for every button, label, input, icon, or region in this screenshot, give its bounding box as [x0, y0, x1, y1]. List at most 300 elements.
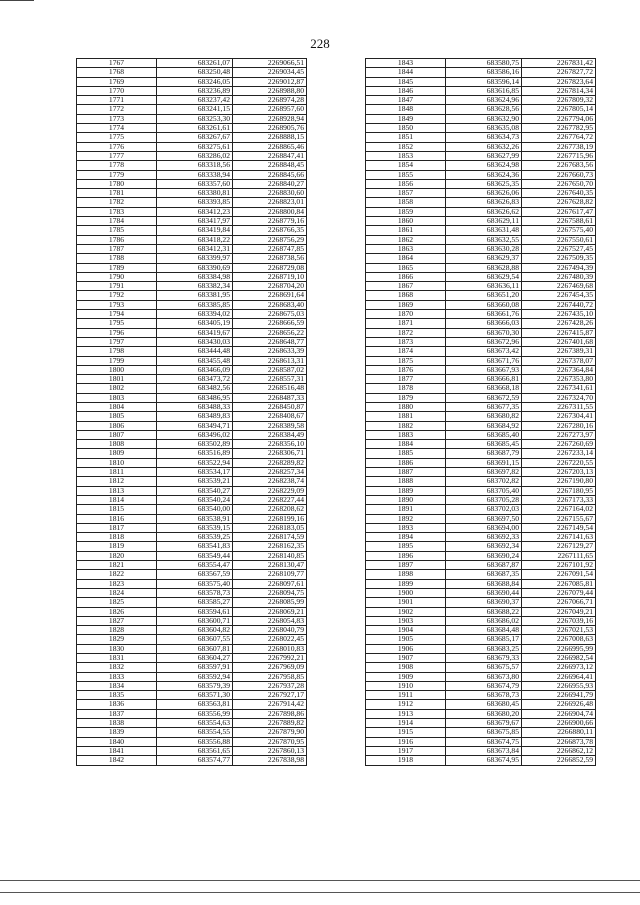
point-number-cell: 1858 — [366, 198, 446, 207]
point-number-cell: 1865 — [366, 263, 446, 272]
point-number-cell: 1794 — [77, 310, 157, 319]
point-number-cell: 1782 — [77, 198, 157, 207]
y-coordinate-cell: 2266926,48 — [522, 700, 596, 709]
table-row — [77, 607, 307, 616]
x-coordinate-cell: 683236,89 — [157, 86, 233, 95]
y-coordinate-cell: 2266973,12 — [522, 663, 596, 672]
table-row — [366, 142, 596, 151]
table-row — [366, 477, 596, 486]
table-row — [77, 300, 307, 309]
footer-rule — [0, 880, 640, 881]
x-coordinate-cell: 683412,23 — [157, 207, 233, 216]
table-row — [366, 449, 596, 458]
x-coordinate-cell: 683675,85 — [446, 728, 522, 737]
point-number-cell: 1875 — [366, 356, 446, 365]
point-number-cell: 1850 — [366, 124, 446, 133]
y-coordinate-cell: 2266982,54 — [522, 654, 596, 663]
x-coordinate-cell: 683705,40 — [446, 486, 522, 495]
point-number-cell: 1834 — [77, 681, 157, 690]
point-number-cell: 1896 — [366, 551, 446, 560]
x-coordinate-cell: 683666,03 — [446, 319, 522, 328]
point-number-cell: 1831 — [77, 654, 157, 663]
point-number-cell: 1880 — [366, 402, 446, 411]
table-row — [77, 365, 307, 374]
y-coordinate-cell: 2267527,45 — [522, 244, 596, 253]
table-row — [77, 142, 307, 151]
x-coordinate-cell: 683579,39 — [157, 681, 233, 690]
x-coordinate-cell: 683482,56 — [157, 384, 233, 393]
y-coordinate-cell: 2267823,64 — [522, 77, 596, 86]
x-coordinate-cell: 683690,24 — [446, 551, 522, 560]
table-row — [77, 282, 307, 291]
x-coordinate-cell: 683522,94 — [157, 458, 233, 467]
y-coordinate-cell: 2268888,15 — [233, 133, 307, 142]
y-coordinate-cell: 2267008,63 — [522, 635, 596, 644]
table-row — [77, 217, 307, 226]
point-number-cell: 1902 — [366, 607, 446, 616]
x-coordinate-cell: 683674,95 — [446, 756, 522, 765]
table-row — [366, 254, 596, 263]
x-coordinate-cell: 683585,27 — [157, 598, 233, 607]
table-row — [77, 663, 307, 672]
y-coordinate-cell: 2267021,53 — [522, 626, 596, 635]
x-coordinate-cell: 683697,82 — [446, 468, 522, 477]
y-coordinate-cell: 2267260,69 — [522, 440, 596, 449]
y-coordinate-cell: 2267628,82 — [522, 198, 596, 207]
point-number-cell: 1903 — [366, 616, 446, 625]
y-coordinate-cell: 2267870,95 — [233, 737, 307, 746]
table-row — [77, 114, 307, 123]
y-coordinate-cell: 2268738,56 — [233, 254, 307, 263]
x-coordinate-cell: 683679,33 — [446, 654, 522, 663]
point-number-cell: 1805 — [77, 412, 157, 421]
table-row — [366, 588, 596, 597]
point-number-cell: 1872 — [366, 328, 446, 337]
y-coordinate-cell: 2268208,62 — [233, 505, 307, 514]
table-row — [366, 86, 596, 95]
y-coordinate-cell: 2267066,71 — [522, 598, 596, 607]
x-coordinate-cell: 683687,79 — [446, 449, 522, 458]
table-row — [366, 291, 596, 300]
x-coordinate-cell: 683692,33 — [446, 533, 522, 542]
y-coordinate-cell: 2267440,72 — [522, 300, 596, 309]
x-coordinate-cell: 683673,84 — [446, 746, 522, 755]
y-coordinate-cell: 2267039,16 — [522, 616, 596, 625]
table-row — [77, 412, 307, 421]
table-row — [366, 486, 596, 495]
point-number-cell: 1808 — [77, 440, 157, 449]
y-coordinate-cell: 2268408,67 — [233, 412, 307, 421]
table-row — [77, 440, 307, 449]
y-coordinate-cell: 2268130,47 — [233, 561, 307, 570]
x-coordinate-cell: 683680,45 — [446, 700, 522, 709]
y-coordinate-cell: 2267341,61 — [522, 384, 596, 393]
table-row — [366, 244, 596, 253]
y-coordinate-cell: 2267738,19 — [522, 142, 596, 151]
table-row — [366, 700, 596, 709]
point-number-cell: 1795 — [77, 319, 157, 328]
point-number-cell: 1798 — [77, 347, 157, 356]
point-number-cell: 1820 — [77, 551, 157, 560]
point-number-cell: 1859 — [366, 207, 446, 216]
x-coordinate-cell: 683261,07 — [157, 59, 233, 68]
x-coordinate-cell: 683697,50 — [446, 514, 522, 523]
table-row — [366, 393, 596, 402]
table-row — [366, 691, 596, 700]
x-coordinate-cell: 683661,76 — [446, 310, 522, 319]
table-row — [366, 179, 596, 188]
point-number-cell: 1810 — [77, 458, 157, 467]
table-row — [77, 272, 307, 281]
x-coordinate-cell: 683596,14 — [446, 77, 522, 86]
y-coordinate-cell: 2267914,42 — [233, 700, 307, 709]
x-coordinate-cell: 683683,25 — [446, 644, 522, 653]
point-number-cell: 1907 — [366, 654, 446, 663]
table-row — [77, 430, 307, 439]
x-coordinate-cell: 683672,96 — [446, 337, 522, 346]
x-coordinate-cell: 683556,88 — [157, 737, 233, 746]
table-row — [77, 59, 307, 68]
x-coordinate-cell: 683561,65 — [157, 746, 233, 755]
table-row — [77, 189, 307, 198]
x-coordinate-cell: 683393,85 — [157, 198, 233, 207]
point-number-cell: 1829 — [77, 635, 157, 644]
table-row — [77, 263, 307, 272]
y-coordinate-cell: 2269012,87 — [233, 77, 307, 86]
point-number-cell: 1828 — [77, 626, 157, 635]
table-row — [366, 59, 596, 68]
corner-rule — [0, 0, 34, 1]
point-number-cell: 1885 — [366, 449, 446, 458]
table-row — [77, 533, 307, 542]
x-coordinate-cell: 683575,40 — [157, 579, 233, 588]
y-coordinate-cell: 2268010,83 — [233, 644, 307, 653]
point-number-cell: 1894 — [366, 533, 446, 542]
table-row — [366, 124, 596, 133]
point-number-cell: 1841 — [77, 746, 157, 755]
y-coordinate-cell: 2268928,94 — [233, 114, 307, 123]
x-coordinate-cell: 683691,15 — [446, 458, 522, 467]
point-number-cell: 1767 — [77, 59, 157, 68]
point-number-cell: 1817 — [77, 523, 157, 532]
table-row — [366, 151, 596, 160]
table-row — [77, 105, 307, 114]
x-coordinate-cell: 683412,31 — [157, 244, 233, 253]
table-row — [77, 319, 307, 328]
point-number-cell: 1908 — [366, 663, 446, 672]
y-coordinate-cell: 2267683,56 — [522, 161, 596, 170]
point-number-cell: 1811 — [77, 468, 157, 477]
point-number-cell: 1860 — [366, 217, 446, 226]
point-number-cell: 1803 — [77, 393, 157, 402]
table-row — [366, 644, 596, 653]
y-coordinate-cell: 2268516,48 — [233, 384, 307, 393]
y-coordinate-cell: 2267969,09 — [233, 663, 307, 672]
table-row — [77, 691, 307, 700]
x-coordinate-cell: 683418,22 — [157, 235, 233, 244]
point-number-cell: 1791 — [77, 282, 157, 291]
point-number-cell: 1840 — [77, 737, 157, 746]
x-coordinate-cell: 683549,44 — [157, 551, 233, 560]
y-coordinate-cell: 2267480,39 — [522, 272, 596, 281]
x-coordinate-cell: 683578,73 — [157, 588, 233, 597]
x-coordinate-cell: 683632,26 — [446, 142, 522, 151]
y-coordinate-cell: 2268848,45 — [233, 161, 307, 170]
point-number-cell: 1892 — [366, 514, 446, 523]
table-row — [77, 124, 307, 133]
table-row — [77, 616, 307, 625]
x-coordinate-cell: 683554,63 — [157, 719, 233, 728]
point-number-cell: 1776 — [77, 142, 157, 151]
y-coordinate-cell: 2267860,13 — [233, 746, 307, 755]
x-coordinate-cell: 683668,18 — [446, 384, 522, 393]
table-row — [366, 542, 596, 551]
y-coordinate-cell: 2267173,33 — [522, 495, 596, 504]
x-coordinate-cell: 683338,94 — [157, 170, 233, 179]
x-coordinate-cell: 683705,28 — [446, 495, 522, 504]
table-row — [366, 551, 596, 560]
x-coordinate-cell: 683534,17 — [157, 468, 233, 477]
y-coordinate-cell: 2268174,59 — [233, 533, 307, 542]
table-row — [77, 226, 307, 235]
table-row — [366, 570, 596, 579]
y-coordinate-cell: 2268988,80 — [233, 86, 307, 95]
x-coordinate-cell: 683571,30 — [157, 691, 233, 700]
y-coordinate-cell: 2268229,09 — [233, 486, 307, 495]
y-coordinate-cell: 2268356,10 — [233, 440, 307, 449]
table-row — [366, 217, 596, 226]
point-number-cell: 1824 — [77, 588, 157, 597]
point-number-cell: 1799 — [77, 356, 157, 365]
x-coordinate-cell: 683630,28 — [446, 244, 522, 253]
point-number-cell: 1871 — [366, 319, 446, 328]
point-number-cell: 1849 — [366, 114, 446, 123]
point-number-cell: 1771 — [77, 96, 157, 105]
table-row — [366, 402, 596, 411]
x-coordinate-cell: 683586,16 — [446, 68, 522, 77]
y-coordinate-cell: 2267129,27 — [522, 542, 596, 551]
x-coordinate-cell: 683679,67 — [446, 719, 522, 728]
point-number-cell: 1816 — [77, 514, 157, 523]
table-row — [77, 421, 307, 430]
y-coordinate-cell: 2266852,59 — [522, 756, 596, 765]
point-number-cell: 1790 — [77, 272, 157, 281]
y-coordinate-cell: 2267180,95 — [522, 486, 596, 495]
x-coordinate-cell: 683597,91 — [157, 663, 233, 672]
table-row — [366, 663, 596, 672]
x-coordinate-cell: 683625,35 — [446, 179, 522, 188]
point-number-cell: 1827 — [77, 616, 157, 625]
footer-rule-thin — [0, 892, 640, 893]
table-row — [366, 746, 596, 755]
point-number-cell: 1801 — [77, 375, 157, 384]
y-coordinate-cell: 2267575,40 — [522, 226, 596, 235]
x-coordinate-cell: 683651,20 — [446, 291, 522, 300]
table-row — [77, 375, 307, 384]
table-row — [366, 579, 596, 588]
point-number-cell: 1855 — [366, 170, 446, 179]
point-number-cell: 1912 — [366, 700, 446, 709]
point-number-cell: 1778 — [77, 161, 157, 170]
table-row — [77, 244, 307, 253]
y-coordinate-cell: 2268094,75 — [233, 588, 307, 597]
x-coordinate-cell: 683556,99 — [157, 709, 233, 718]
x-coordinate-cell: 683419,67 — [157, 328, 233, 337]
x-coordinate-cell: 683629,11 — [446, 217, 522, 226]
table-row — [77, 458, 307, 467]
x-coordinate-cell: 683666,81 — [446, 375, 522, 384]
x-coordinate-cell: 683624,36 — [446, 170, 522, 179]
point-number-cell: 1822 — [77, 570, 157, 579]
x-coordinate-cell: 683444,48 — [157, 347, 233, 356]
point-number-cell: 1911 — [366, 691, 446, 700]
y-coordinate-cell: 2267220,55 — [522, 458, 596, 467]
y-coordinate-cell: 2268756,29 — [233, 235, 307, 244]
y-coordinate-cell: 2267435,10 — [522, 310, 596, 319]
table-row — [366, 440, 596, 449]
x-coordinate-cell: 683574,77 — [157, 756, 233, 765]
y-coordinate-cell: 2269066,51 — [233, 59, 307, 68]
y-coordinate-cell: 2267049,21 — [522, 607, 596, 616]
y-coordinate-cell: 2268183,05 — [233, 523, 307, 532]
point-number-cell: 1887 — [366, 468, 446, 477]
y-coordinate-cell: 2267428,26 — [522, 319, 596, 328]
point-number-cell: 1802 — [77, 384, 157, 393]
point-number-cell: 1883 — [366, 430, 446, 439]
point-number-cell: 1846 — [366, 86, 446, 95]
table-row — [77, 561, 307, 570]
y-coordinate-cell: 2267389,31 — [522, 347, 596, 356]
table-row — [366, 105, 596, 114]
x-coordinate-cell: 683567,59 — [157, 570, 233, 579]
x-coordinate-cell: 683685,45 — [446, 440, 522, 449]
table-row — [366, 384, 596, 393]
x-coordinate-cell: 683692,34 — [446, 542, 522, 551]
y-coordinate-cell: 2267091,54 — [522, 570, 596, 579]
table-row — [77, 719, 307, 728]
x-coordinate-cell: 683357,60 — [157, 179, 233, 188]
x-coordinate-cell: 683419,84 — [157, 226, 233, 235]
point-number-cell: 1813 — [77, 486, 157, 495]
x-coordinate-cell: 683494,71 — [157, 421, 233, 430]
y-coordinate-cell: 2267149,54 — [522, 523, 596, 532]
x-coordinate-cell: 683394,02 — [157, 310, 233, 319]
y-coordinate-cell: 2267469,68 — [522, 282, 596, 291]
x-coordinate-cell: 683250,48 — [157, 68, 233, 77]
point-number-cell: 1888 — [366, 477, 446, 486]
point-number-cell: 1889 — [366, 486, 446, 495]
y-coordinate-cell: 2268227,44 — [233, 495, 307, 504]
point-number-cell: 1854 — [366, 161, 446, 170]
point-number-cell: 1789 — [77, 263, 157, 272]
y-coordinate-cell: 2268306,71 — [233, 449, 307, 458]
table-row — [77, 384, 307, 393]
x-coordinate-cell: 683684,48 — [446, 626, 522, 635]
x-coordinate-cell: 683399,97 — [157, 254, 233, 263]
x-coordinate-cell: 683626,83 — [446, 198, 522, 207]
x-coordinate-cell: 683540,27 — [157, 486, 233, 495]
y-coordinate-cell: 2267814,34 — [522, 86, 596, 95]
point-number-cell: 1825 — [77, 598, 157, 607]
table-row — [77, 551, 307, 560]
point-number-cell: 1868 — [366, 291, 446, 300]
x-coordinate-cell: 683680,20 — [446, 709, 522, 718]
table-row — [366, 709, 596, 718]
point-number-cell: 1881 — [366, 412, 446, 421]
table-row — [77, 198, 307, 207]
y-coordinate-cell: 2267085,81 — [522, 579, 596, 588]
x-coordinate-cell: 683688,22 — [446, 607, 522, 616]
table-row — [366, 719, 596, 728]
table-row — [366, 756, 596, 765]
y-coordinate-cell: 2268675,03 — [233, 310, 307, 319]
point-number-cell: 1826 — [77, 607, 157, 616]
table-row — [366, 635, 596, 644]
point-number-cell: 1918 — [366, 756, 446, 765]
point-number-cell: 1913 — [366, 709, 446, 718]
y-coordinate-cell: 2267111,65 — [522, 551, 596, 560]
table-row — [77, 635, 307, 644]
x-coordinate-cell: 683380,81 — [157, 189, 233, 198]
table-row — [77, 337, 307, 346]
x-coordinate-cell: 683680,82 — [446, 412, 522, 421]
table-row — [366, 263, 596, 272]
table-row — [77, 579, 307, 588]
table-row — [77, 681, 307, 690]
y-coordinate-cell: 2268648,77 — [233, 337, 307, 346]
x-coordinate-cell: 683702,03 — [446, 505, 522, 514]
x-coordinate-cell: 683624,96 — [446, 96, 522, 105]
x-coordinate-cell: 683694,00 — [446, 523, 522, 532]
point-number-cell: 1845 — [366, 77, 446, 86]
y-coordinate-cell: 2268957,60 — [233, 105, 307, 114]
y-coordinate-cell: 2267640,35 — [522, 189, 596, 198]
x-coordinate-cell: 683632,55 — [446, 235, 522, 244]
x-coordinate-cell: 683627,99 — [446, 151, 522, 160]
table-row — [77, 393, 307, 402]
point-number-cell: 1870 — [366, 310, 446, 319]
table-row — [366, 412, 596, 421]
point-number-cell: 1788 — [77, 254, 157, 263]
point-number-cell: 1839 — [77, 728, 157, 737]
x-coordinate-cell: 683286,02 — [157, 151, 233, 160]
point-number-cell: 1873 — [366, 337, 446, 346]
x-coordinate-cell: 683671,76 — [446, 356, 522, 365]
x-coordinate-cell: 683237,42 — [157, 96, 233, 105]
point-number-cell: 1784 — [77, 217, 157, 226]
table-row — [366, 226, 596, 235]
point-number-cell: 1833 — [77, 672, 157, 681]
y-coordinate-cell: 2267401,68 — [522, 337, 596, 346]
point-number-cell: 1866 — [366, 272, 446, 281]
table-row — [77, 570, 307, 579]
x-coordinate-cell: 683539,21 — [157, 477, 233, 486]
y-coordinate-cell: 2267203,13 — [522, 468, 596, 477]
y-coordinate-cell: 2267838,98 — [233, 756, 307, 765]
point-number-cell: 1851 — [366, 133, 446, 142]
point-number-cell: 1793 — [77, 300, 157, 309]
y-coordinate-cell: 2268097,61 — [233, 579, 307, 588]
x-coordinate-cell: 683672,59 — [446, 393, 522, 402]
point-number-cell: 1915 — [366, 728, 446, 737]
table-row — [77, 235, 307, 244]
x-coordinate-cell: 683486,95 — [157, 393, 233, 402]
table-row — [77, 644, 307, 653]
table-row — [77, 68, 307, 77]
table-row — [366, 681, 596, 690]
x-coordinate-cell: 683563,81 — [157, 700, 233, 709]
point-number-cell: 1879 — [366, 393, 446, 402]
